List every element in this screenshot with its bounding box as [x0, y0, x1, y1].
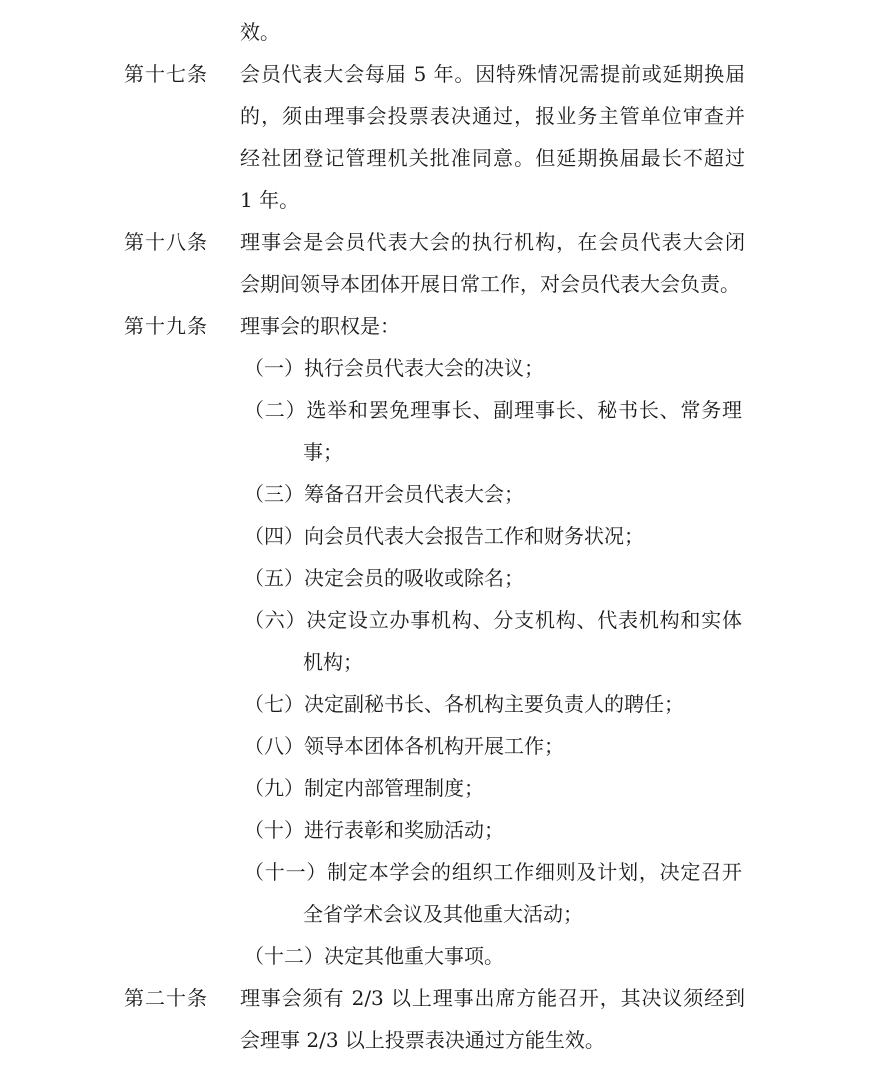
list-item: （十）进行表彰和奖励活动； — [244, 818, 504, 842]
list-item: （四）向会员代表大会报告工作和财务状况； — [244, 524, 644, 548]
list-item: （二）选举和罢免理事长、副理事长、秘书长、常务理 — [244, 398, 742, 422]
article-label-18: 第十八条 — [124, 230, 208, 254]
list-item: （六）决定设立办事机构、分支机构、代表机构和实体 — [244, 608, 742, 632]
list-item: （十二）决定其他重大事项。 — [244, 944, 504, 968]
article-label-17: 第十七条 — [124, 62, 208, 86]
list-item: （三）筹备召开会员代表大会； — [244, 482, 524, 506]
list-item: （五）决定会员的吸收或除名； — [244, 566, 524, 590]
article-label-19: 第十九条 — [124, 314, 208, 338]
list-item: （九）制定内部管理制度； — [244, 776, 484, 800]
list-item-continuation: 事； — [303, 440, 343, 464]
list-item: （八）领导本团体各机构开展工作； — [244, 734, 564, 758]
text-line: 理事会的职权是： — [240, 314, 400, 338]
list-item: （七）决定副秘书长、各机构主要负责人的聘任； — [244, 692, 684, 716]
list-item: （十一）制定本学会的组织工作细则及计划，决定召开 — [244, 860, 742, 884]
list-item: （一）执行会员代表大会的决议； — [244, 356, 544, 380]
text-line: 会员代表大会每届 5 年。因特殊情况需提前或延期换届 — [240, 62, 745, 86]
list-item-continuation: 全省学术会议及其他重大活动； — [303, 902, 583, 926]
list-item-continuation: 机构； — [303, 650, 363, 674]
text-line: 1 年。 — [240, 188, 300, 212]
text-line: 理事会须有 2/3 以上理事出席方能召开，其决议须经到 — [240, 986, 745, 1010]
text-line: 的，须由理事会投票表决通过，报业务主管单位审查并 — [240, 104, 745, 128]
text-line: 理事会是会员代表大会的执行机构，在会员代表大会闭 — [240, 230, 745, 254]
text-line: 会期间领导本团体开展日常工作，对会员代表大会负责。 — [240, 272, 740, 296]
text-line: 经社团登记管理机关批准同意。但延期换届最长不超过 — [240, 146, 745, 170]
article-label-20: 第二十条 — [124, 986, 208, 1010]
text-line: 效。 — [240, 20, 280, 44]
text-line: 会理事 2/3 以上投票表决通过方能生效。 — [240, 1028, 605, 1052]
